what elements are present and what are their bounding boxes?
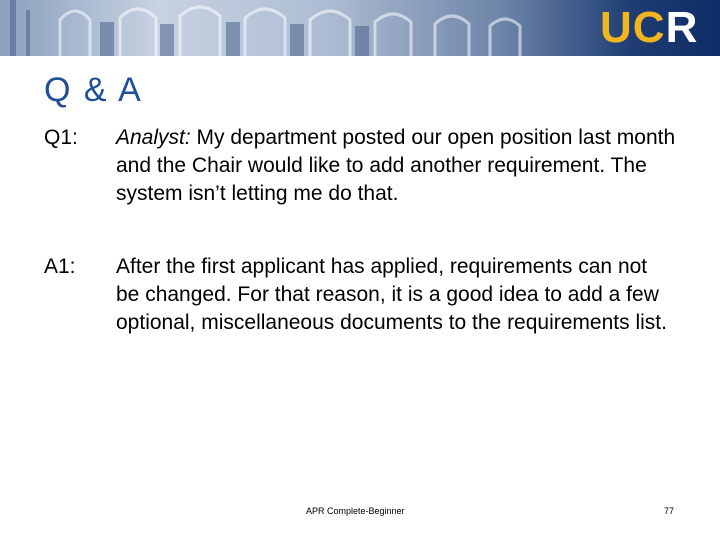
answer-text: After the first applicant has applied, requirements can not be changed. For that reason, it is a good idea to add a few optional, miscellaneous documents to the requirements list. <box>116 255 667 334</box>
logo-letter-r: R <box>665 3 699 52</box>
logo-letters: UC <box>600 3 666 52</box>
footer-text: APR Complete-Beginner <box>306 506 405 516</box>
question-text <box>116 124 676 208</box>
page-number: 77 <box>664 506 675 516</box>
answer-label: A1: <box>44 255 76 278</box>
question-body: My department posted our open position last month and the Chair would like to add another requirement. The system isn’t letting me do that. <box>116 126 676 205</box>
header-banner <box>0 0 720 56</box>
slide-title: Q & A <box>44 71 143 109</box>
ucr-logo <box>600 3 698 53</box>
question-emphasis: Analyst: <box>116 126 191 149</box>
question-label: Q1: <box>44 126 78 149</box>
